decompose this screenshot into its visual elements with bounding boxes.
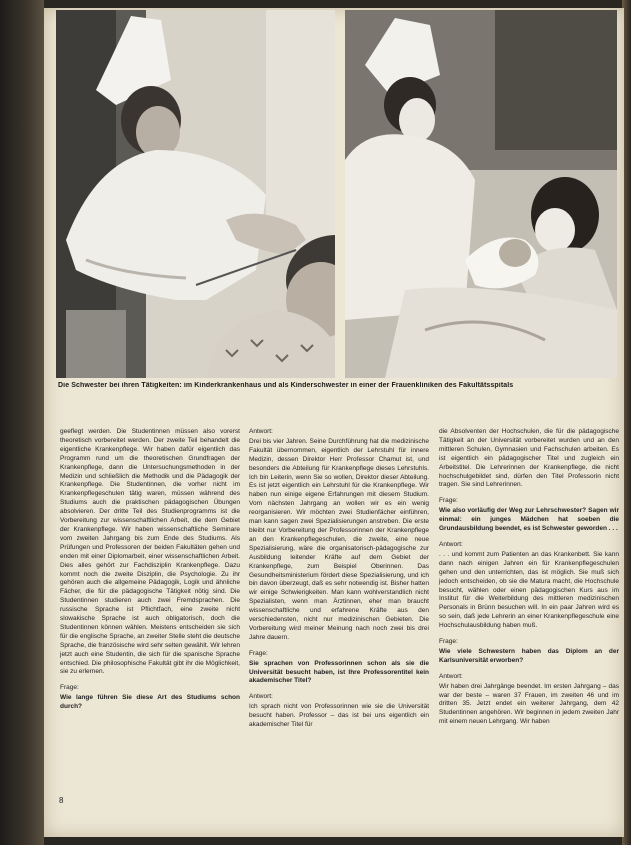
interview-question: Wie lange führen Sie diese Art des Studiums schon durch? <box>60 694 240 711</box>
photo-nurse-with-newborn <box>345 10 617 378</box>
body-paragraph: die Absolventen der Hochschulen, die für die pädagogische Tätigkeit an der Universität vorbereitet wurden und an den mittleren Schulen, Gymnasien und Fachschulen arbeiten. Es ist eigentlich ein pädagogischer Titel und zugleich ein Arbeitstitel. Die Lehrerinnen der Krankenpflege, die nicht hochschulgebildet sind, dürfen den Titel Professorin nicht tragen. Sie sind Lehrerinnen. <box>439 428 619 489</box>
body-paragraph: Drei bis vier Jahren. Seine Durchführung hat die medizinische Fakultät übernommen, eigentlich der Lehrstuhl für innere Medizin, dessen Direktor Herr Professor Chamut ist, und besonders die Abteilung für Krankenpflege dieses Lehrstuhls. Ich bin Leiterin, wenn Sie so wollen, Direktor dieser Abteilung. Es ist jetzt eigentlich ein Lehrstuhl für die Krankenpflege. Wir haben nun einige eigene Erfahrungen mit diesem Studium. Vom nächsten Jahrgang an wollen wir es ein wenig reorganisieren. Wir möchten zwei Studienfächer einführen, man kann sagen zwei Spezialisierungen anstreben. Die erste bleibt nur Vorbereitung der Professorinnen der Krankenpflege an den Krankenpflegeschulen, die zweite, eine neue Spezialisierung, wäre die organisatorisch-pädagogische zur Ausbildung leitender Kräfte auf dem Gebiet der Krankenpflege, zum Beispiel Oberinnen. Das Gesundheitsministerium fördert diese Spezialisierung, und ich bin davon überzeugt, daß es sehr notwendig ist. Bisher hatten wir einige Schwierigkeiten. Man kann wohlverstandlich nicht Spezialisten, wenn man Ärztinnen, eher man braucht wissenschaftliche und erfahrene Kräfte aus den verschiedensten, nicht nur medizinischen Gebieten. Die Vorbereitung wird meiner Meinung nach noch zwei bis drei Jahre dauern. <box>249 437 429 641</box>
photo-nurse-treating-child <box>56 10 335 378</box>
page-number: 8 <box>59 796 64 805</box>
text-column-3 <box>439 428 619 732</box>
answer-label: Antwort: <box>249 428 273 435</box>
body-paragraph: . . . und kommt zum Patienten an das Krankenbett. Sie kann dann nach einigen Jahren ein für Krankenpflegeschulen gehen und den unterrichten, das ist möglich. Sie muß sich jedoch entscheiden, ob sie die Matura macht, die Hochschule besucht, wählen oder einen pädagogischen Kurs aus im Institut für die Weiterbildung des mittleren medizinischen Personals in Brünn besuchen will. In ein paar Jahren wird es so sein, daß jede Lehrerin an einer Krankenpflegeschule eine Hochschulausbildung haben muß. <box>439 550 619 630</box>
interview-question: Sie sprachen von Professorinnen schon als sie die Universität besucht haben, ist Ihre Professorentitel kein akademischer Titel? <box>249 659 429 685</box>
book-spine-shadow <box>0 0 44 845</box>
question-label: Frage: <box>439 638 458 646</box>
question-label: Frage: <box>60 684 79 692</box>
text-column-2 <box>249 428 429 735</box>
text-column-1 <box>60 428 240 717</box>
body-paragraph: Ich sprach nicht von Professorinnen wie sie die Universität besucht haben. Professor – das ist bei uns eigentlich ein akademischer Titel für <box>249 703 429 729</box>
photo-caption: Die Schwester bei ihren Tätigkeiten: im Kinderkrankenhaus und als Kinderschwester in einer der Frauenkliniken des Fakultätsspitals <box>58 382 514 389</box>
question-label: Frage: <box>249 649 268 657</box>
question-label: Frage: <box>439 497 458 505</box>
answer-label: Antwort: <box>439 540 463 548</box>
answer-label: Antwort: <box>249 693 273 701</box>
interview-question: Wie also vorläufig der Weg zur Lehrschwester? Sagen wir einmal: ein junges Mädchen hat soeben die Grundausbildung beendet, es ist Schwester geworden . . . <box>439 507 619 533</box>
body-paragraph: geeflegt werden. Die Studentinnen müssen also vorerst theoretisch vorbereitet werden. Der zweite Teil behandelt die eigentliche Krankenpflege. Wir haben dafür eigentlich das Programm rund um die theoretischen Grundfragen der Krankenpflege, dann die Untersuchungsmethoden in der Medizin und schließlich die Methodik und die Pädagogik der Krankenpflege. Die Studentinnen, die vorher nicht im Krankenpflegeschulen tätig waren, müssen während des Studiums auch die praktischen pädagogischen Übungen absolvieren. Der dritte Teil des Studienprogramms ist die Vorbereitung zur wissenschaftlichen Arbeit, die dem Gebiet der Krankenpflege. Wir haben wissenschaftliche Seminare vom zweiten Jahrgang bis zum Ende des Studiums. Als Prüfungen und Professoren der beiden Fakultäten gehen und enden mit einer Diplomarbeit, einer wissenschaftlichen Arbeit. Dies alles gehört zur Fachdisziplin Krankenpflege. Dazu kommt noch die zweite Disziplin, die Psychologie. Zu ihr gehören auch die allgemeine Pädagogik, Logik und ähnliche Fächer, die für die pädagogische Tätigkeit nötig sind. Die Studentinnen studieren auch zwei Fremdsprachen. Die russische Sprache ist Pflichtfach, eine zweite nicht slowakische Sprache ist auch obligatorisch, doch die Studentinnen können wählen. Meistens entscheiden sie sich für die englische Sprache, an zweiter Stelle steht die deutsche Sprache, die französische wird sehr selten gewählt. Wir lehren jetzt auch eine Studentin, die sich für die spanische Sprache entschied. Die philosophische Fakultät gibt ihr die Möglichkeit, sie zu erlernen. <box>60 428 240 676</box>
interview-question: Wie viele Schwestern haben das Diplom an der Karlsuniversität erworben? <box>439 647 619 664</box>
answer-label: Antwort: <box>439 672 463 680</box>
body-paragraph: Wir haben drei Jahrgänge beendet. Im ersten Jahrgang – das war der beste – waren 37 Frauen, im zweiten 46 und im dritten 35. Jetzt endet ein weiterer Jahrgang, dem 42 Studentinnen angehören. Wir beginnen in jedem zweiten Jahr mit einem neuen Lehrgang. Wir haben <box>439 682 619 726</box>
